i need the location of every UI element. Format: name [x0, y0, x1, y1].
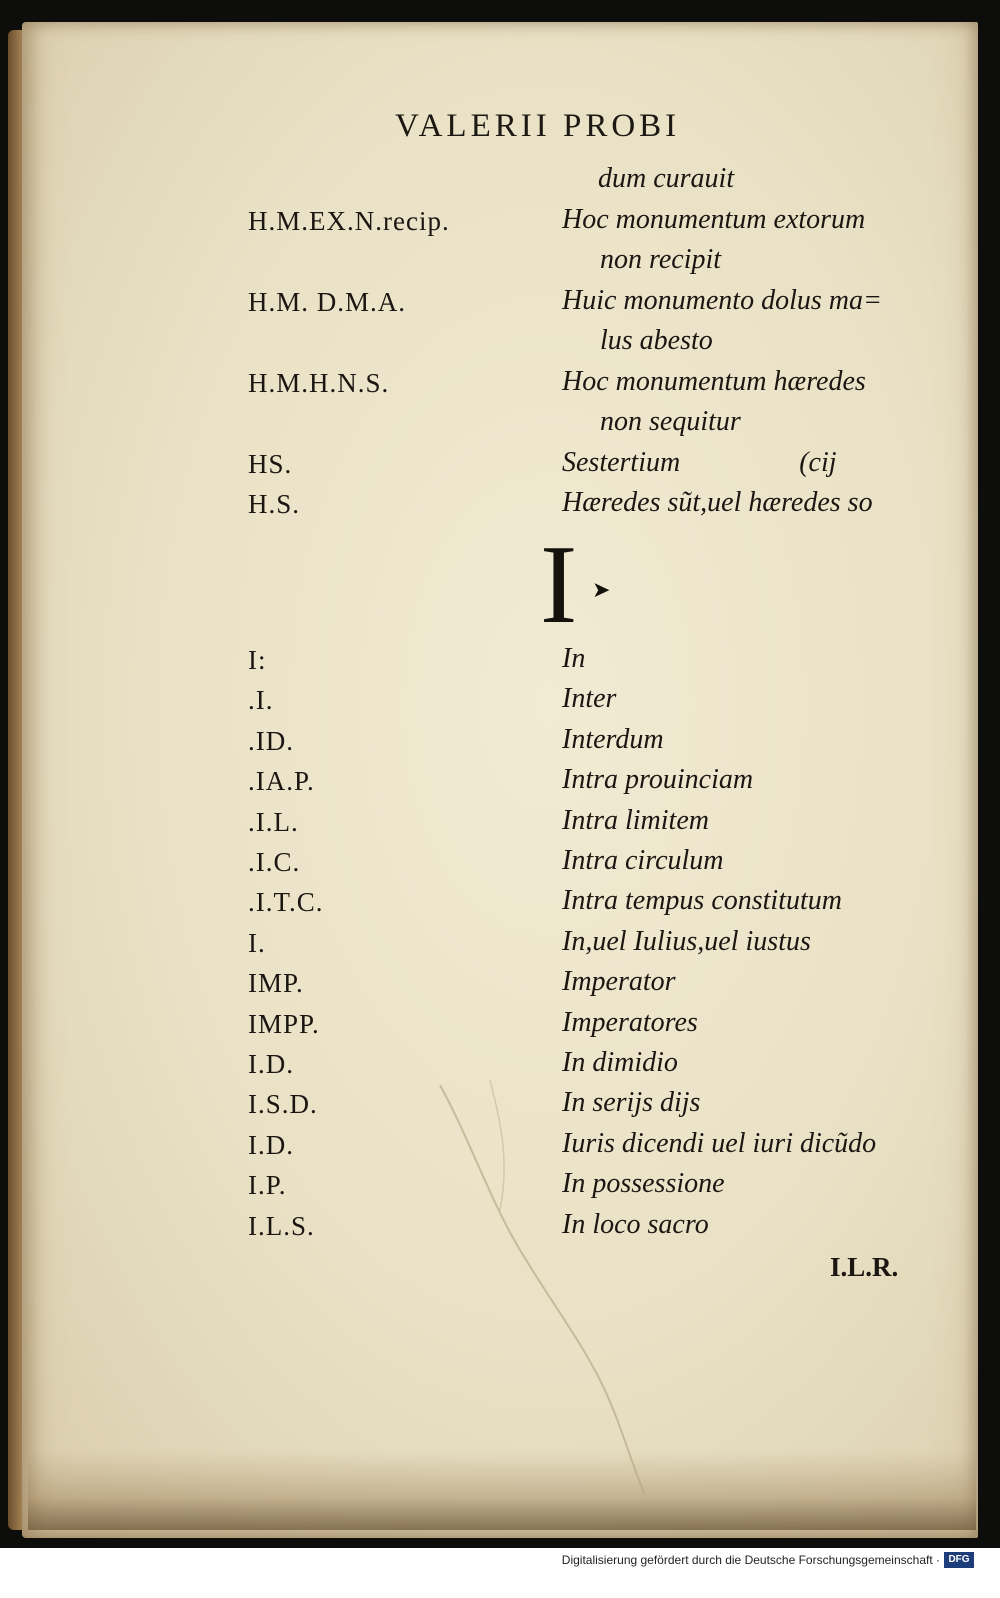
- entry-abbreviation: I.D.: [248, 1129, 294, 1160]
- entry-abbreviation: H.M.H.N.S.: [248, 367, 390, 398]
- entry-meaning: non sequitur: [600, 406, 741, 437]
- entry-abbreviation: I.: [248, 927, 266, 958]
- catchword: I.L.R.: [830, 1252, 899, 1282]
- fleuron-icon: ➤: [592, 578, 611, 603]
- entry-abbreviation: .I.T.C.: [248, 887, 324, 918]
- entry-abbreviation: I.P.: [248, 1170, 287, 1201]
- entry-meaning: In,uel Iulius,uel iustus: [562, 925, 811, 957]
- entry-meaning: In loco sacro: [562, 1208, 709, 1240]
- entry-meaning: Iuris dicendi uel iuri dicũdo: [562, 1127, 877, 1159]
- entry-abbreviation: H.M. D.M.A.: [248, 286, 407, 317]
- entry-meaning: Intra prouinciam: [562, 764, 754, 796]
- entry-abbreviation: .I.L.: [248, 806, 299, 837]
- entry-meaning: Hoc monumentum hæredes: [562, 365, 866, 397]
- entry-meaning: dum curauit: [598, 163, 735, 194]
- entry-abbreviation: I:: [248, 645, 267, 675]
- entry-meaning: non recipit: [600, 244, 722, 275]
- entry-meaning: Imperator: [562, 966, 676, 998]
- entry-meaning: Imperatores: [562, 1006, 698, 1038]
- entry-meaning: Inter: [562, 683, 617, 715]
- entry-abbreviation: H.S.: [248, 489, 301, 519]
- entry-abbreviation: .I.C.: [248, 847, 301, 877]
- entry-meaning: lus abesto: [600, 325, 713, 356]
- footer-credit: Digitalisierung gefördert durch die Deutsche Forschungsgemeinschaft ·: [561, 1553, 940, 1567]
- entry-meaning: Intra limitem: [562, 804, 709, 836]
- entry-abbreviation: H.M.EX.N.recip.: [248, 205, 450, 236]
- entry-meaning: Hæredes sũt,uel hæredes so: [562, 487, 873, 518]
- entry-abbreviation: IMP.: [248, 968, 304, 999]
- entry-abbreviation: .I.: [248, 685, 274, 716]
- entry-meaning: Intra circulum: [562, 845, 724, 876]
- entry-meaning: Huic monumento dolus ma=: [562, 284, 882, 316]
- entry-meaning: Hoc monumentum extorum: [562, 203, 866, 235]
- entry-abbreviation: I.L.S.: [248, 1210, 315, 1241]
- entry-meaning: Interdum: [562, 723, 664, 755]
- entry-abbreviation: IMPP.: [248, 1008, 320, 1039]
- entry-abbreviation: .IA.P.: [248, 766, 315, 797]
- entry-abbreviation: .ID.: [248, 725, 294, 756]
- entry-abbreviation: I.D.: [248, 1049, 294, 1079]
- section-initial: I: [540, 523, 578, 647]
- entry-meaning: Intra tempus constitutum: [562, 885, 842, 917]
- entry-meaning: In serijs dijs: [562, 1087, 701, 1119]
- entry-abbreviation: I.S.D.: [248, 1089, 318, 1120]
- entry-meaning: In possessione: [562, 1168, 725, 1200]
- entry-meaning: In dimidio: [562, 1047, 678, 1078]
- entry-meaning: Sestertium (cij: [562, 446, 837, 478]
- dfg-logo-icon: DFG: [944, 1552, 974, 1568]
- running-head: VALERII PROBI: [395, 108, 681, 144]
- entry-abbreviation: HS.: [248, 448, 293, 479]
- entry-meaning: In: [562, 643, 586, 674]
